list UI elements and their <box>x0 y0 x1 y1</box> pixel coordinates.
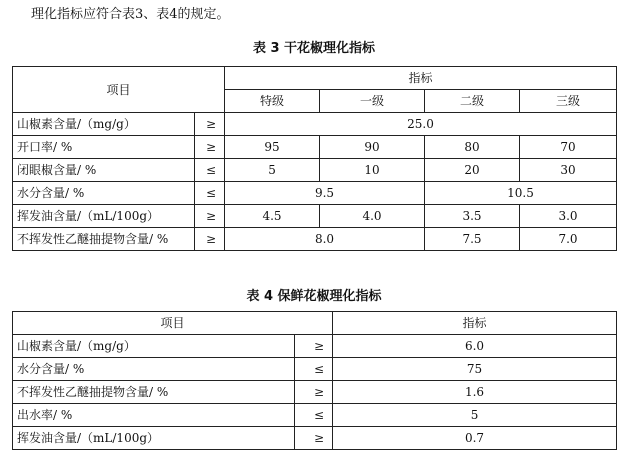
value-cell: 80 <box>425 136 520 159</box>
value-cell: 6.0 <box>333 335 617 358</box>
value-cell: 3.0 <box>520 205 617 228</box>
row-label: 开口率/ % <box>13 136 195 159</box>
value-cell: 30 <box>520 159 617 182</box>
table-row <box>13 335 617 358</box>
value-cell: 3.5 <box>425 205 520 228</box>
grade-header: 二级 <box>425 90 520 113</box>
table-row <box>13 113 617 136</box>
comparison-symbol: ≤ <box>295 358 333 381</box>
grade-header: 三级 <box>520 90 617 113</box>
table-4 <box>12 311 617 450</box>
comparison-symbol: ≥ <box>295 427 333 450</box>
row-label: 挥发油含量/（mL/100g） <box>13 427 295 450</box>
comparison-symbol: ≥ <box>195 228 225 251</box>
table-3 <box>12 66 617 251</box>
comparison-symbol: ≥ <box>295 335 333 358</box>
table-row <box>13 159 617 182</box>
comparison-symbol: ≥ <box>295 381 333 404</box>
value-cell: 5 <box>225 159 320 182</box>
value-cell: 70 <box>520 136 617 159</box>
row-label: 闭眼椒含量/ % <box>13 159 195 182</box>
header-item: 项目 <box>13 67 225 113</box>
row-label: 不挥发性乙醚抽提物含量/ % <box>13 381 295 404</box>
value-cell: 10 <box>320 159 425 182</box>
header-indicator: 指标 <box>333 312 617 335</box>
value-cell: 4.5 <box>225 205 320 228</box>
table-3-caption: 表 3 干花椒理化指标 <box>252 41 376 56</box>
comparison-symbol: ≤ <box>195 159 225 182</box>
table-row <box>13 228 617 251</box>
value-cell: 20 <box>425 159 520 182</box>
row-label: 不挥发性乙醚抽提物含量/ % <box>13 228 195 251</box>
comparison-symbol: ≥ <box>195 113 225 136</box>
comparison-symbol: ≥ <box>195 205 225 228</box>
row-label: 水分含量/ % <box>13 182 195 205</box>
value-cell: 90 <box>320 136 425 159</box>
value-cell: 25.0 <box>225 113 617 136</box>
table-row <box>13 381 617 404</box>
table-row <box>13 136 617 159</box>
value-cell: 5 <box>333 404 617 427</box>
value-cell: 7.0 <box>520 228 617 251</box>
grade-header: 特级 <box>225 90 320 113</box>
value-cell: 75 <box>333 358 617 381</box>
value-cell: 95 <box>225 136 320 159</box>
table-row <box>13 427 617 450</box>
value-cell: 7.5 <box>425 228 520 251</box>
row-label: 山椒素含量/（mg/g） <box>13 335 295 358</box>
comparison-symbol: ≤ <box>195 182 225 205</box>
row-label: 山椒素含量/（mg/g） <box>13 113 195 136</box>
value-cell: 4.0 <box>320 205 425 228</box>
header-indicator: 指标 <box>225 67 617 90</box>
row-label: 挥发油含量/（mL/100g） <box>13 205 195 228</box>
comparison-symbol: ≤ <box>295 404 333 427</box>
value-cell: 9.5 <box>225 182 425 205</box>
row-label: 出水率/ % <box>13 404 295 427</box>
value-cell: 1.6 <box>333 381 617 404</box>
table-4-caption: 表 4 保鲜花椒理化指标 <box>246 289 382 304</box>
intro-text: 理化指标应符合表3、表4的规定。 <box>31 7 230 22</box>
table-row <box>13 358 617 381</box>
value-cell: 8.0 <box>225 228 425 251</box>
table-row <box>13 205 617 228</box>
table-row <box>13 404 617 427</box>
value-cell: 10.5 <box>425 182 617 205</box>
value-cell: 0.7 <box>333 427 617 450</box>
grade-header: 一级 <box>320 90 425 113</box>
header-item: 项目 <box>13 312 333 335</box>
row-label: 水分含量/ % <box>13 358 295 381</box>
comparison-symbol: ≥ <box>195 136 225 159</box>
table-row <box>13 182 617 205</box>
